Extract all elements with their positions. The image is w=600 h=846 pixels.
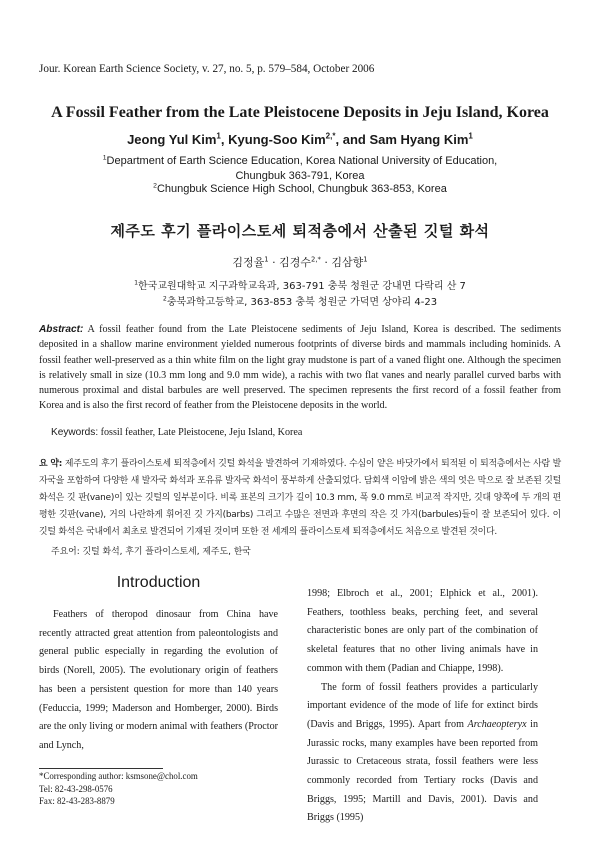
affiliation-text: Chungbuk Science High School, Chungbuk 363-853, Korea [156, 183, 447, 195]
footnote-fax: Fax: 82-43-283-8879 [39, 796, 115, 806]
author-separator: · [320, 256, 332, 269]
affiliation-text: Department of Earth Science Education, Korea National University of Education, [106, 155, 498, 167]
paragraph: Feathers of theropod dinosaur from China have recently attracted great attention from paleontologists and general public especially in regarding the evolution of birds (Norell, 2005). The evolutionary origin of feathers has been a persistent question for more than 140 years (Feduccia, 1999; Maderson and Homberger, 2000). Birds are the only living or modern animal with feathers (Proctor and Lynch, [39, 609, 278, 751]
author-affiliation-mark: 2,* [325, 131, 336, 141]
affiliation-text: 한국교원대학교 지구과학교육과, 363-791 충북 청원군 강내면 다락리 산 7 [138, 281, 466, 292]
korean-author-name: 김정율 [232, 256, 265, 269]
author-separator: , [220, 132, 229, 147]
author-affiliation-mark: 2,* [310, 255, 321, 264]
paragraph-text: The form of fossil feathers provides a particularly important evidence of the mode of life for extinct birds (Davis and Briggs, 1995). Apart from [307, 681, 538, 730]
author-name: Kyung-Soo Kim [228, 132, 326, 147]
korean-keywords [51, 544, 251, 557]
paragraph: 1998; Elbroch et al., 2001; Elphick et al., 2001). Feathers, toothless beaks, perching feet, and several characteristic bones are only part of the combination of skeletal features that no other living animals have in common with them (Padian and Chiappe, 1998). [307, 588, 538, 674]
author-affiliation-mark: 1 [468, 131, 473, 141]
abstract-text: A fossil feather found from the Late Pleistocene sediments of Jeju Island, Korea is described. The sediments deposited in a shallow marine environment yielded numerous footprints of diverse birds and mammals including hominids. A fossil feather well-preserved as a thin white film on the light gray mudstone is part of a vaned flight one. Although the specimen is relatively small in size (10.3 mm long and 9.0 mm wide), a rachis with two flat vanes and nearly parallel curved barbs with numerous proximal and distal barbules are well preserved. The specimen represents the first record of a fossil feather from Korea and is also the first record of feather from the Pleistocene deposits in the world. [39, 324, 561, 412]
author-separator: , and [335, 132, 370, 147]
footnote [39, 770, 198, 808]
footnote-rule [39, 768, 163, 769]
affiliation-mark: 2 [153, 182, 157, 190]
affiliation-mark: 1 [134, 279, 138, 287]
footnote-corresponding-author: *Corresponding author: ksmsone@chol.com [39, 771, 198, 781]
abstract [39, 322, 561, 414]
paper-title: A Fossil Feather from the Late Pleistocene Deposits in Jeju Island, Korea [51, 104, 549, 121]
korean-title: 제주도 후기 플라이스토세 퇴적층에서 산출된 깃털 화석 [110, 222, 490, 240]
keywords-text: fossil feather, Late Pleistocene, Jeju Island, Korea [98, 427, 303, 438]
author-name: Jeong Yul Kim [127, 132, 217, 147]
author-affiliation-mark: 1 [216, 131, 221, 141]
body-column-right [307, 585, 538, 828]
korean-abstract-text: 제주도의 후기 플라이스토세 퇴적층에서 깃털 화석을 발견하여 기재하였다. 수심이 얕은 바닷가에서 퇴적된 이 퇴적층에서는 사람 발자국을 포함하여 다양한 새 발자국 화석과 포유류 발자국 화석이 풍부하게 산출되었다. 담회색 이암에 밝은 색의 엇은 막으로 잘 보존된 깃털 화석은 깃 판(vane)이 있는 깃털의 일부분이다. 비록 표본의 크기가 길이 10.3 mm, 폭 9.0 mm로 비교적 작지만, 깃대 양쪽에 두 개의 편평한 깃판(vane), 거의 나란하게 휘어진 깃 가지(barbs) 그리고 수많은 전면과 후면의 작은 깃 가지(barbules)들이 잘 보존되어 있다. 이 깃털 화석은 국내에서 최초로 발견되어 기재된 것이며 또한 전 세계의 플라이스토세 퇴적층에서도 처음으로 발견된 것이다. [39, 459, 561, 538]
affiliation-2 [0, 182, 600, 197]
affiliation-mark: 2 [162, 295, 167, 303]
paragraph [307, 679, 538, 829]
author-name: Sam Hyang Kim [369, 132, 469, 147]
genus-name: Archaeopteryx [467, 718, 527, 730]
korean-author-list [0, 254, 600, 270]
korean-author-name: 김삼향 [331, 256, 364, 269]
affiliation-mark: 1 [102, 154, 107, 162]
affiliation-1 [0, 154, 600, 184]
author-affiliation-mark: 1 [264, 255, 269, 264]
korean-affiliation-1 [0, 277, 600, 292]
korean-keywords-label: 주요어: [51, 547, 80, 557]
footnote-tel: Tel: 82-43-298-0576 [39, 783, 113, 794]
body-column-left [39, 606, 278, 756]
section-heading-introduction: Introduction [116, 574, 201, 591]
author-list [0, 132, 600, 147]
keywords-label: Keywords: [51, 427, 99, 438]
korean-abstract [39, 456, 561, 541]
keywords [51, 427, 302, 438]
author-separator: · [268, 256, 280, 269]
abstract-label: Abstract: [39, 324, 84, 335]
korean-keywords-text: 깃털 화석, 후기 플라이스토세, 제주도, 한국 [79, 547, 251, 557]
journal-citation: Jour. Korean Earth Science Society, v. 27, no. 5, p. 579–584, October 2006 [39, 63, 375, 75]
paragraph-text: in Jurassic rocks, many examples have been reported from Jurassic to Cretaceous strata, fossil feathers were less commonly recorded from Tertiary rocks (Davis and Briggs, 1995; Martill and Davis, 2001). Davis and Briggs (1995) [307, 718, 539, 824]
author-affiliation-mark: 1 [363, 255, 368, 264]
korean-abstract-label: 요 약: [39, 459, 63, 469]
affiliation-text: 충북과학고등학교, 363-853 충북 청원군 가덕면 상야리 4-23 [166, 297, 438, 308]
affiliation-text: Chungbuk 363-791, Korea [235, 170, 365, 182]
korean-affiliation-2 [0, 293, 600, 308]
korean-author-name: 김경수 [279, 256, 311, 269]
